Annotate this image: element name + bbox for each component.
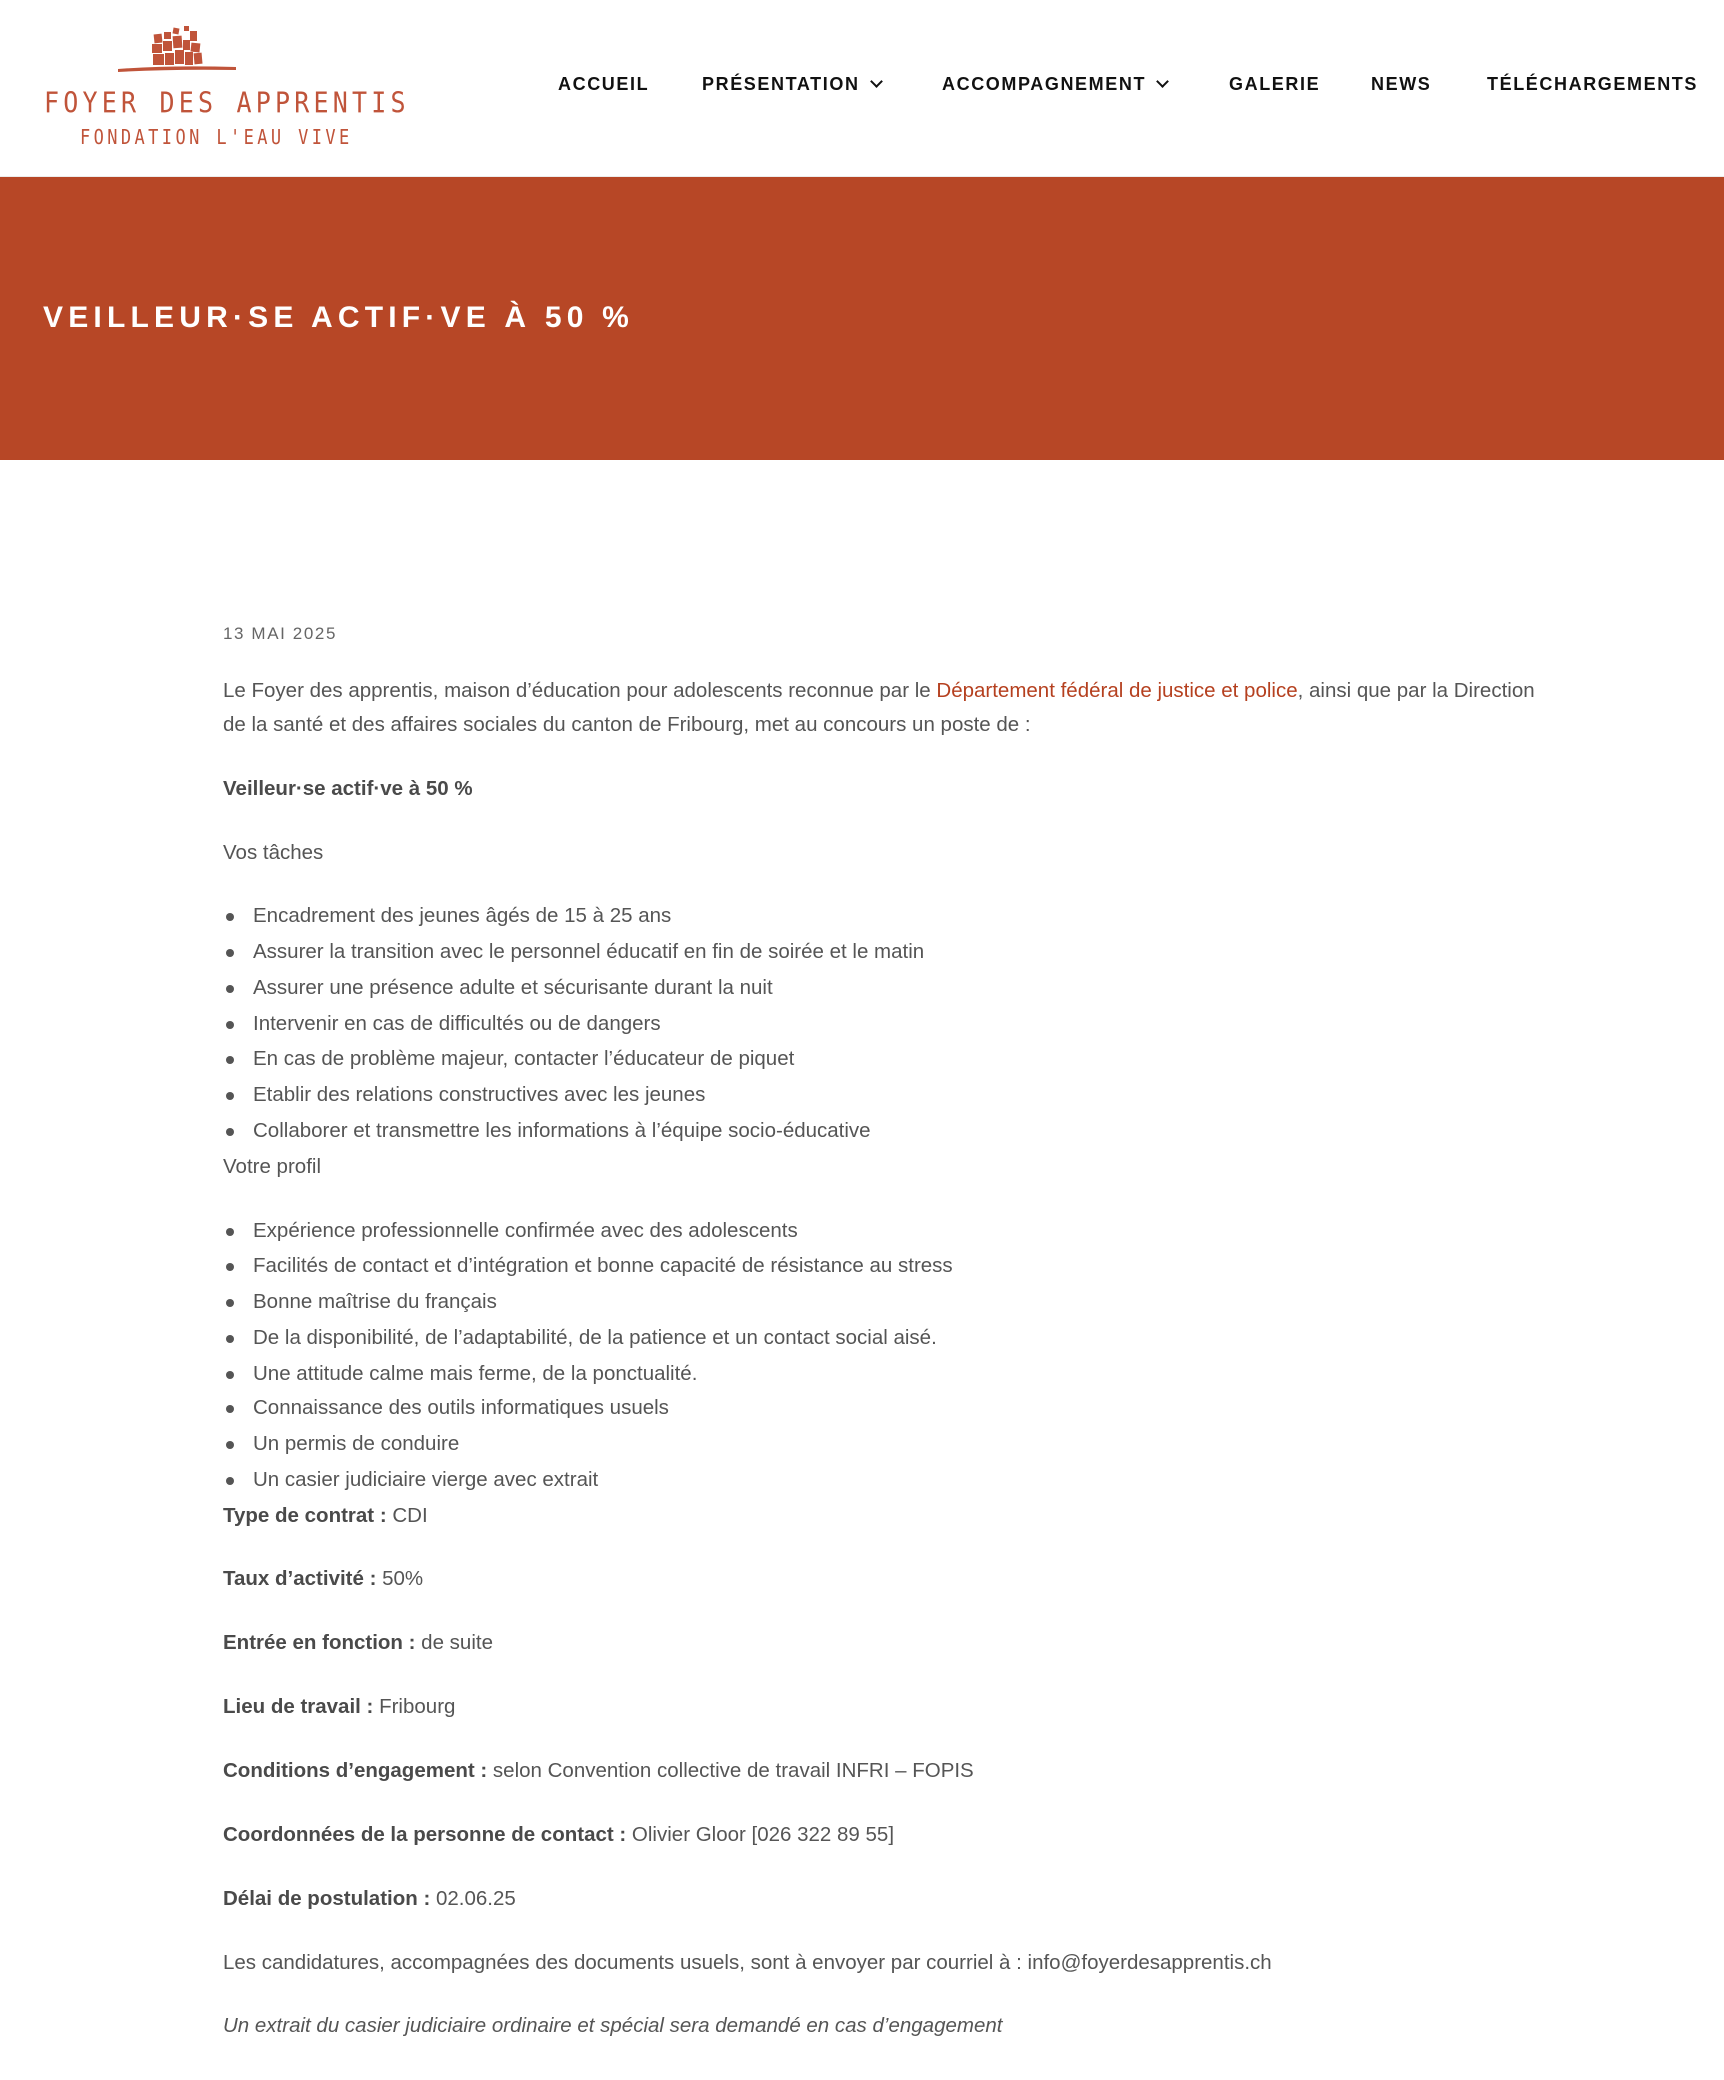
list-item (223, 1360, 697, 1388)
list-item-text: Facilités de contact et d’intégration et bonne capacité de résistance au stress (253, 1254, 953, 1277)
list-item-text: Encadrement des jeunes âgés de 15 à 25 ans (253, 904, 672, 927)
logo-subtitle: FONDATION L'EAU VIVE (80, 126, 353, 150)
page-banner (0, 177, 1724, 460)
intro-text-end: , ainsi que par la Direction (1297, 679, 1535, 702)
page-title: VEILLEUR·SE ACTIF·VE À 50 % (43, 301, 635, 334)
nav-galerie-label: GALERIE (1229, 74, 1321, 94)
list-item-text: De la disponibilité, de l’adaptabilité, de la patience et un contact social aisé. (253, 1326, 937, 1349)
list-item (223, 902, 671, 930)
bullet-icon (226, 1092, 234, 1100)
intro-text-start: Le Foyer des apprentis, maison d’éducation pour adolescents reconnue par le (223, 679, 937, 702)
nav-news-label: NEWS (1371, 74, 1432, 94)
list-item-text: Intervenir en cas de difficultés ou de dangers (253, 1012, 661, 1035)
list-item-text: Assurer la transition avec le personnel éducatif en fin de soirée et le matin (253, 940, 925, 963)
chevron-down-icon (870, 75, 883, 88)
nav-accompagnement[interactable] (942, 74, 1167, 95)
list-item (223, 1288, 497, 1316)
list-item-text: Un casier judiciaire vierge avec extrait (253, 1468, 599, 1491)
list-item (223, 1217, 798, 1245)
bullet-icon (226, 913, 234, 921)
department-link[interactable]: Département fédéral de justice et police (936, 679, 1298, 702)
list-item (223, 1466, 598, 1494)
list-item-text: En cas de problème majeur, contacter l’éducateur de piquet (253, 1047, 795, 1070)
detail-start-date (223, 1629, 493, 1657)
detail-value: selon Convention collective de travail INFRI – FOPIS (487, 1759, 974, 1782)
site-header (0, 0, 1724, 177)
bullet-icon (226, 949, 234, 957)
bullet-icon (226, 1021, 234, 1029)
list-item-text: Connaissance des outils informatiques usuels (253, 1396, 669, 1419)
profile-heading: Votre profil (223, 1155, 321, 1178)
main-nav (0, 74, 1724, 98)
list-item-text: Expérience professionnelle confirmée avec des adolescents (253, 1219, 798, 1242)
nav-telechargements-label: TÉLÉCHARGEMENTS (1487, 74, 1699, 94)
list-item (223, 1252, 953, 1280)
bullet-icon (226, 1263, 234, 1271)
list-item-text: Un permis de conduire (253, 1432, 460, 1455)
list-item (223, 1117, 871, 1145)
nav-news[interactable] (1371, 74, 1431, 95)
bullet-icon (226, 1056, 234, 1064)
article-date: 13 MAI 2025 (223, 624, 337, 643)
nav-presentation-label: PRÉSENTATION (702, 74, 860, 94)
criminal-record-note: Un extrait du casier judiciaire ordinaire et spécial sera demandé en cas d’engagement (223, 2014, 1003, 2037)
nav-telechargements[interactable] (1487, 74, 1698, 95)
bullet-icon (226, 1228, 234, 1236)
detail-deadline (223, 1885, 516, 1913)
list-item-text: Une attitude calme mais ferme, de la ponctualité. (253, 1362, 698, 1385)
intro-line-1 (223, 677, 1535, 705)
bullet-icon (226, 1477, 234, 1485)
detail-contact (223, 1821, 894, 1849)
bullet-icon (226, 1335, 234, 1343)
nav-accueil-label: ACCUEIL (558, 74, 650, 94)
detail-label: Coordonnées de la personne de contact : (223, 1823, 627, 1846)
nav-galerie[interactable] (1229, 74, 1320, 95)
logo-icon (40, 22, 320, 82)
bullet-icon (226, 1441, 234, 1449)
detail-value: CDI (386, 1504, 428, 1527)
nav-accompagnement-label: ACCOMPAGNEMENT (942, 74, 1147, 94)
detail-label: Délai de postulation : (223, 1887, 431, 1910)
list-item (223, 974, 773, 1002)
list-item (223, 1394, 669, 1422)
nav-presentation[interactable] (702, 74, 881, 95)
list-item (223, 1081, 705, 1109)
detail-value: 02.06.25 (430, 1887, 516, 1910)
bullet-icon (226, 985, 234, 993)
detail-label: Conditions d’engagement : (223, 1759, 488, 1782)
detail-conditions (223, 1757, 974, 1785)
intro-line-2: de la santé et des affaires sociales du canton de Fribourg, met au concours un poste de : (223, 713, 1031, 736)
detail-value: de suite (415, 1631, 493, 1654)
detail-label: Type de contrat : (223, 1504, 387, 1527)
detail-value: 50% (376, 1567, 424, 1590)
tasks-heading: Vos tâches (223, 841, 324, 864)
list-item (223, 1010, 661, 1038)
detail-contract-type (223, 1502, 428, 1530)
list-item (223, 938, 924, 966)
detail-activity-rate (223, 1565, 423, 1593)
bullet-icon (226, 1371, 234, 1379)
detail-value: Olivier Gloor [026 322 89 55] (626, 1823, 895, 1846)
chevron-down-icon (1156, 75, 1169, 88)
list-item (223, 1045, 794, 1073)
nav-accueil[interactable] (558, 74, 649, 95)
position-title: Veilleur·se actif·ve à 50 % (223, 777, 473, 800)
detail-label: Taux d’activité : (223, 1567, 377, 1590)
list-item-text: Collaborer et transmettre les informations à l’équipe socio-éducative (253, 1119, 871, 1142)
bullet-icon (226, 1405, 234, 1413)
detail-value: Fribourg (373, 1695, 456, 1718)
detail-label: Lieu de travail : (223, 1695, 374, 1718)
logo-name: FOYER DES APPRENTIS (44, 86, 410, 120)
list-item (223, 1430, 459, 1458)
detail-label: Entrée en fonction : (223, 1631, 416, 1654)
list-item-text: Bonne maîtrise du français (253, 1290, 497, 1313)
bullet-icon (226, 1128, 234, 1136)
detail-workplace (223, 1693, 455, 1721)
list-item-text: Assurer une présence adulte et sécurisante durant la nuit (253, 976, 773, 999)
bullet-icon (226, 1299, 234, 1307)
application-info: Les candidatures, accompagnées des documents usuels, sont à envoyer par courriel à : info@foyerdesapprentis.ch (223, 1951, 1272, 1974)
list-item-text: Etablir des relations constructives avec les jeunes (253, 1083, 706, 1106)
list-item (223, 1324, 937, 1352)
